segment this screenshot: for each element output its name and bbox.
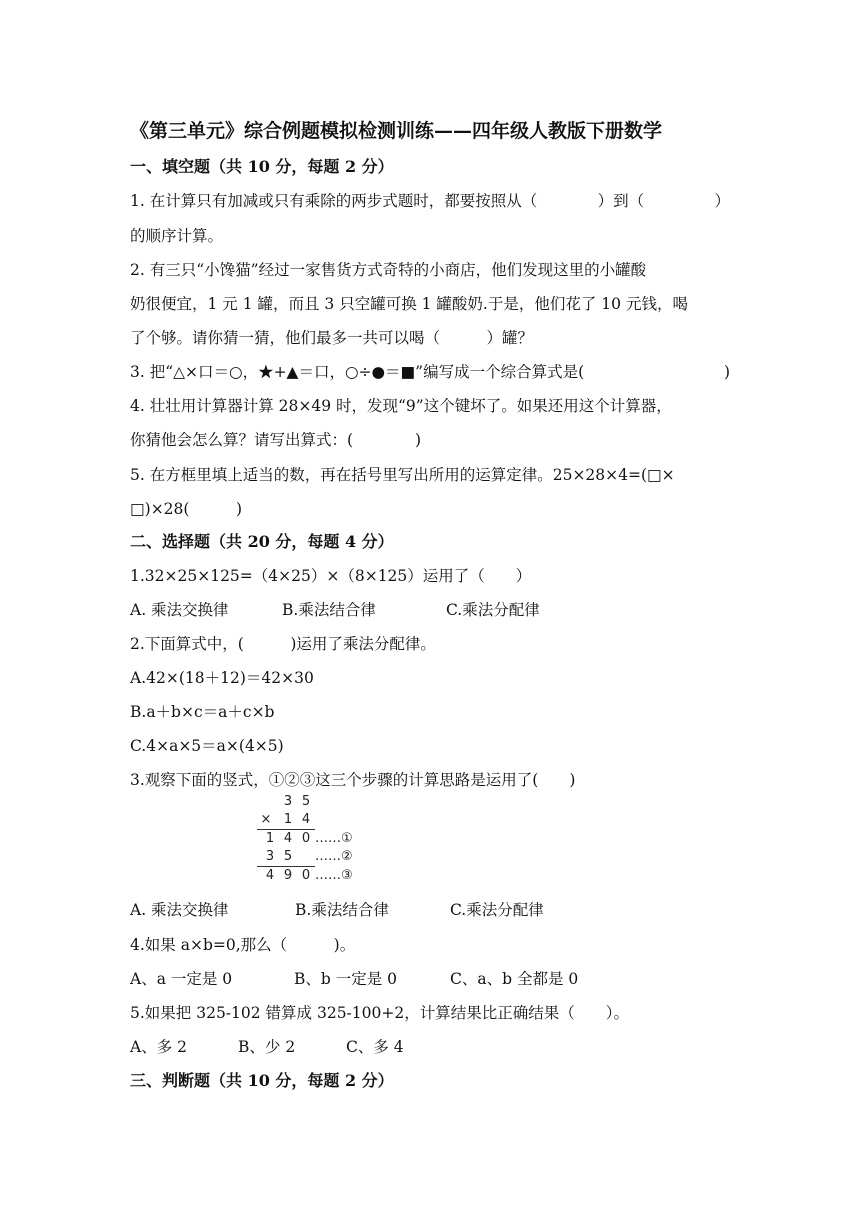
option-b: B.乘法结合律: [282, 601, 376, 619]
option-c: C.乘法分配律: [446, 601, 540, 619]
figure-digit: 1: [283, 812, 293, 827]
figure-digit: 3: [265, 849, 275, 864]
figure-step-mark-1: ……①: [315, 831, 353, 846]
option-c: C、多 4: [346, 1038, 404, 1056]
figure-digit: 5: [301, 794, 311, 809]
figure-times-sign: ×: [260, 812, 272, 827]
figure-step-mark-2: ……②: [315, 849, 353, 864]
q1-1-right: ）: [714, 192, 730, 210]
option-c: C.乘法分配律: [450, 901, 544, 919]
option-b: B、少 2: [238, 1038, 296, 1056]
question-2-3-options: [130, 900, 544, 920]
q1-3-left: 3. 把“△×口＝○，★+▲＝口，○÷●＝■”编写成一个综合算式是(: [130, 363, 585, 381]
figure-digit: 0: [301, 831, 311, 846]
option-b: B.乘法结合律: [295, 901, 389, 919]
question-1-4-line-1: 4. 壮壮用计算器计算 28×49 时，发现“9”这个键坏了。如果还用这个计算器，: [130, 397, 672, 415]
question-2-1-options: [130, 600, 540, 620]
question-2-5-options: [130, 1037, 404, 1057]
figure-digit: 0: [301, 868, 311, 883]
figure-digit: 9: [283, 868, 293, 883]
section-2-heading: 二、选择题（共 20 分，每题 4 分）: [130, 532, 394, 551]
question-2-5-stem: 5.如果把 325-102 错算成 325-100+2，计算结果比正确结果（ ）。: [130, 1004, 629, 1022]
question-1-2-line-3: 了个够。请你猜一猜，他们最多一共可以喝（ ）罐？: [130, 329, 534, 347]
figure-rule: [257, 866, 315, 867]
question-1-4-line-2: 你猜他会怎么算？请写出算式：( ): [130, 431, 422, 449]
figure-rule: [257, 829, 315, 830]
figure-digit: 5: [283, 849, 293, 864]
q1-3-right: ): [723, 363, 730, 381]
question-2-2-option-a: A.42×(18＋12)＝42×30: [130, 669, 314, 687]
option-a: A. 乘法交换律: [130, 901, 229, 919]
question-2-2-stem: 2.下面算式中，( )运用了乘法分配律。: [130, 635, 436, 653]
question-1-1-line-2: 的顺序计算。: [130, 227, 224, 245]
question-2-1-stem: 1.32×25×125=（4×25）×（8×125）运用了（ ）: [130, 567, 532, 585]
section-3-heading: 三、判断题（共 10 分，每题 2 分）: [130, 1071, 394, 1090]
section-1-heading: 一、填空题（共 10 分，每题 2 分）: [130, 157, 394, 176]
question-2-2-option-b: B.a＋b×c＝a＋c×b: [130, 703, 275, 721]
figure-digit: 1: [265, 831, 275, 846]
q1-1-mid: ）到（: [597, 192, 645, 210]
question-1-3: [130, 362, 730, 382]
option-a: A. 乘法交换律: [130, 601, 229, 619]
option-b: B、b 一定是 0: [294, 970, 398, 988]
question-2-3-stem: 3.观察下面的竖式，①②③这三个步骤的计算思路是运用了( ): [130, 771, 576, 789]
option-a: A、多 2: [130, 1038, 187, 1056]
page-title: 《第三单元》综合例题模拟检测训练——四年级人教版下册数学: [130, 120, 663, 142]
vertical-multiplication-figure: [255, 794, 375, 886]
q1-1-left: 1. 在计算只有加减或只有乘除的两步式题时，都要按照从（: [130, 192, 538, 210]
question-2-2-option-c: C.4×a×5＝a×(4×5): [130, 737, 284, 755]
option-a: A、a 一定是 0: [130, 970, 233, 988]
figure-step-mark-3: ……③: [315, 868, 353, 883]
question-1-1-line-1: [130, 191, 730, 211]
question-1-2-line-1: 2. 有三只“小馋猫”经过一家售货方式奇特的小商店，他们发现这里的小罐酸: [130, 261, 647, 279]
figure-digit: 3: [283, 794, 293, 809]
question-2-4-options: [130, 969, 578, 989]
figure-digit: 4: [301, 812, 311, 827]
option-c: C、a、b 全都是 0: [450, 970, 579, 988]
question-1-5-line-1: 5. 在方框里填上适当的数，再在括号里写出所用的运算定律。25×28×4=(□×: [130, 466, 675, 484]
figure-digit: 4: [283, 831, 293, 846]
question-1-5-line-2: □)×28( ): [130, 500, 242, 518]
question-2-4-stem: 4.如果 a×b=0,那么（ )。: [130, 936, 356, 954]
question-1-2-line-2: 奶很便宜，1 元 1 罐，而且 3 只空罐可换 1 罐酸奶.于是，他们花了 10 元钱，喝: [130, 295, 688, 313]
figure-digit: 4: [265, 868, 275, 883]
